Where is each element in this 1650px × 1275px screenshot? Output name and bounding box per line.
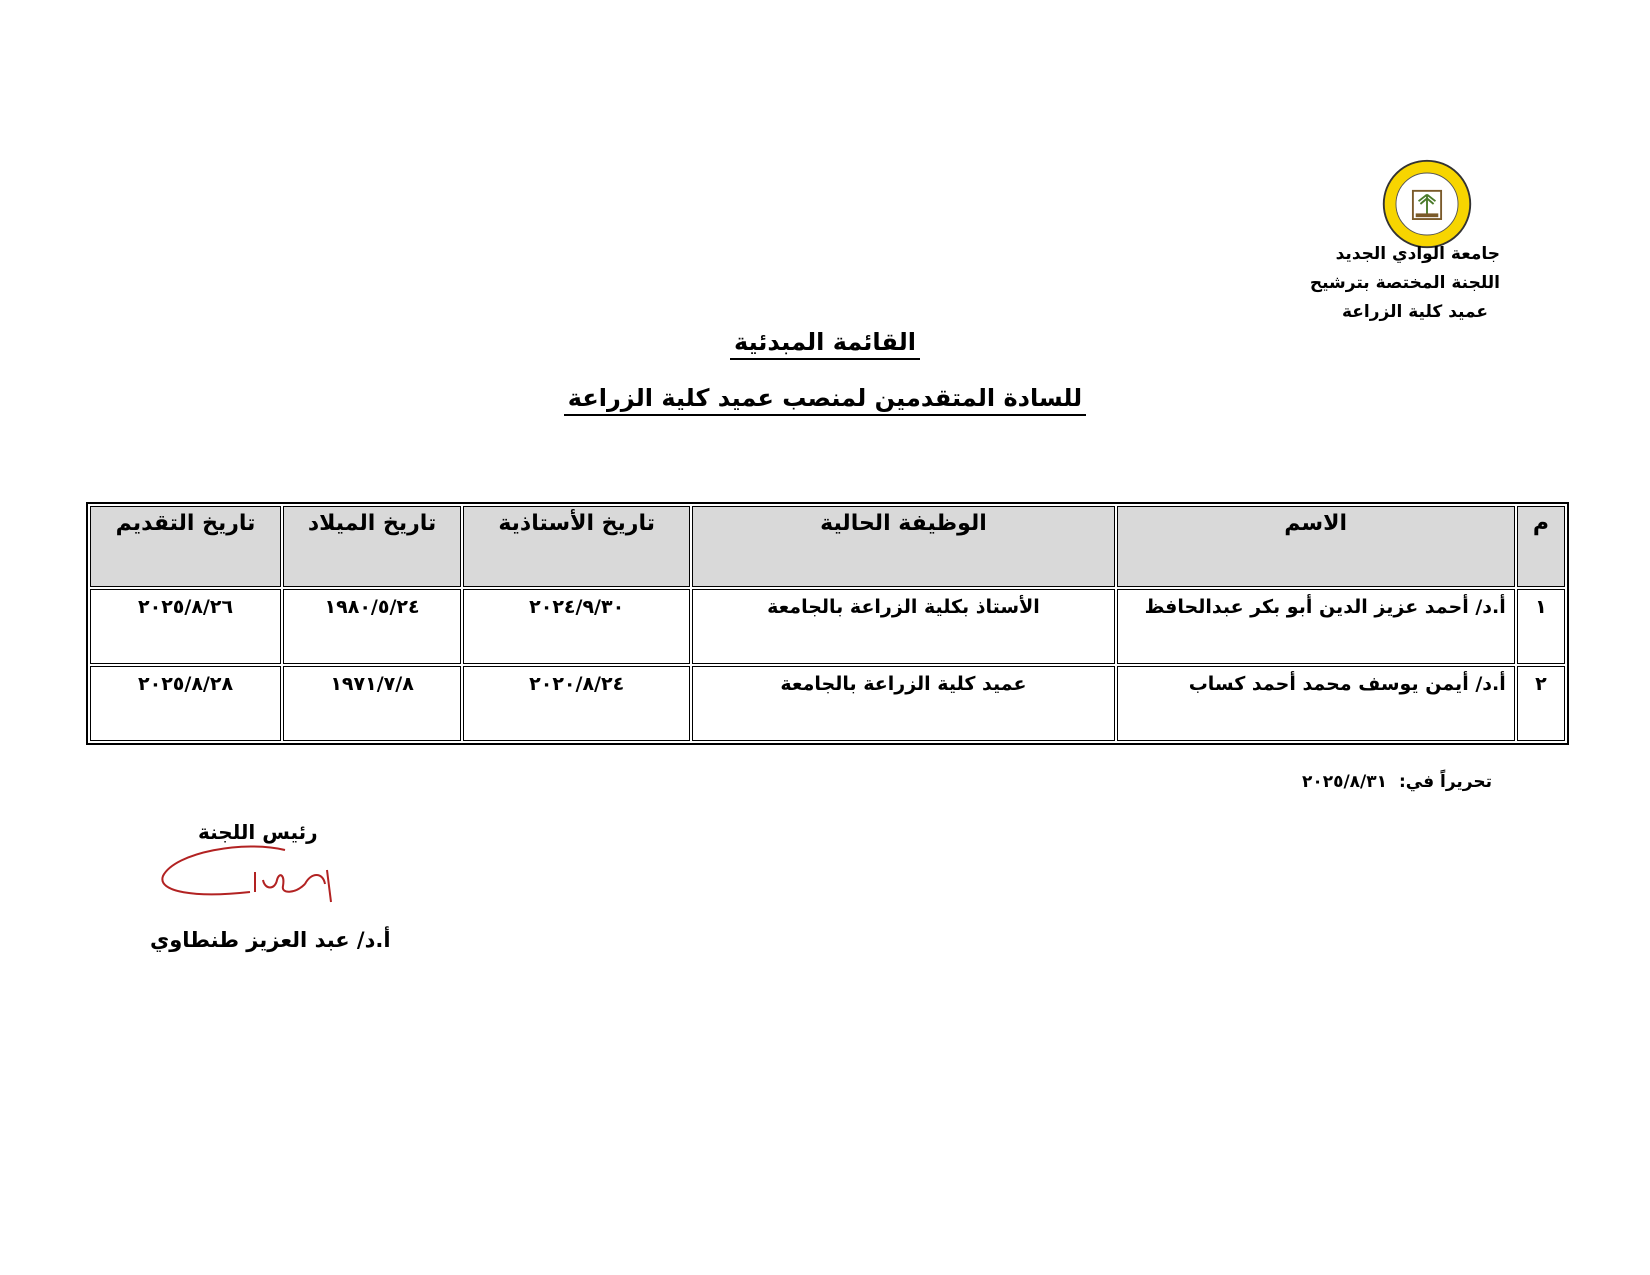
signature: [155, 842, 355, 922]
cell-professorship-date: ٢٠٢٤/٩/٣٠: [463, 589, 690, 664]
page-subtitle: للسادة المتقدمين لمنصب عميد كلية الزراعة: [0, 384, 1650, 412]
candidates-table: [86, 502, 1569, 745]
page-title: القائمة المبدئية: [0, 328, 1650, 356]
issued-label: تحريراً في:: [1398, 772, 1492, 792]
header-index: م: [1517, 506, 1565, 587]
table-row: [90, 589, 1565, 664]
cell-index: ١: [1517, 589, 1565, 664]
cell-application-date: ٢٠٢٥/٨/٢٦: [90, 589, 281, 664]
issued-date-line: [1296, 772, 1492, 792]
header-name: الاسم: [1117, 506, 1515, 587]
chair-name: أ.د/ عبد العزيز طنطاوي: [150, 928, 391, 952]
university-name: جامعة الوادي الجديد: [1335, 244, 1500, 264]
cell-application-date: ٢٠٢٥/٨/٢٨: [90, 666, 281, 741]
chair-title: رئيس اللجنة: [198, 820, 318, 844]
cell-current-job: الأستاذ بكلية الزراعة بالجامعة: [692, 589, 1114, 664]
cell-current-job: عميد كلية الزراعة بالجامعة: [692, 666, 1114, 741]
cell-name: أ.د/ أيمن يوسف محمد أحمد كساب: [1117, 666, 1515, 741]
committee-name: اللجنة المختصة بترشيح: [1309, 273, 1500, 293]
header-block: [1200, 240, 1500, 327]
cell-index: ٢: [1517, 666, 1565, 741]
issued-date: ٢٠٢٥/٨/٣١: [1301, 772, 1388, 792]
university-logo: [1380, 157, 1474, 251]
cell-birth-date: ١٩٨٠/٥/٢٤: [283, 589, 461, 664]
cell-name: أ.د/ أحمد عزيز الدين أبو بكر عبدالحافظ: [1117, 589, 1515, 664]
cell-birth-date: ١٩٧١/٧/٨: [283, 666, 461, 741]
position-name: عميد كلية الزراعة: [1341, 302, 1488, 322]
table-row: [90, 666, 1565, 741]
header-birth-date: تاريخ الميلاد: [283, 506, 461, 587]
header-application-date: تاريخ التقديم: [90, 506, 281, 587]
table-header-row: [90, 506, 1565, 587]
header-current-job: الوظيفة الحالية: [692, 506, 1114, 587]
header-professorship-date: تاريخ الأستاذية: [463, 506, 690, 587]
cell-professorship-date: ٢٠٢٠/٨/٢٤: [463, 666, 690, 741]
